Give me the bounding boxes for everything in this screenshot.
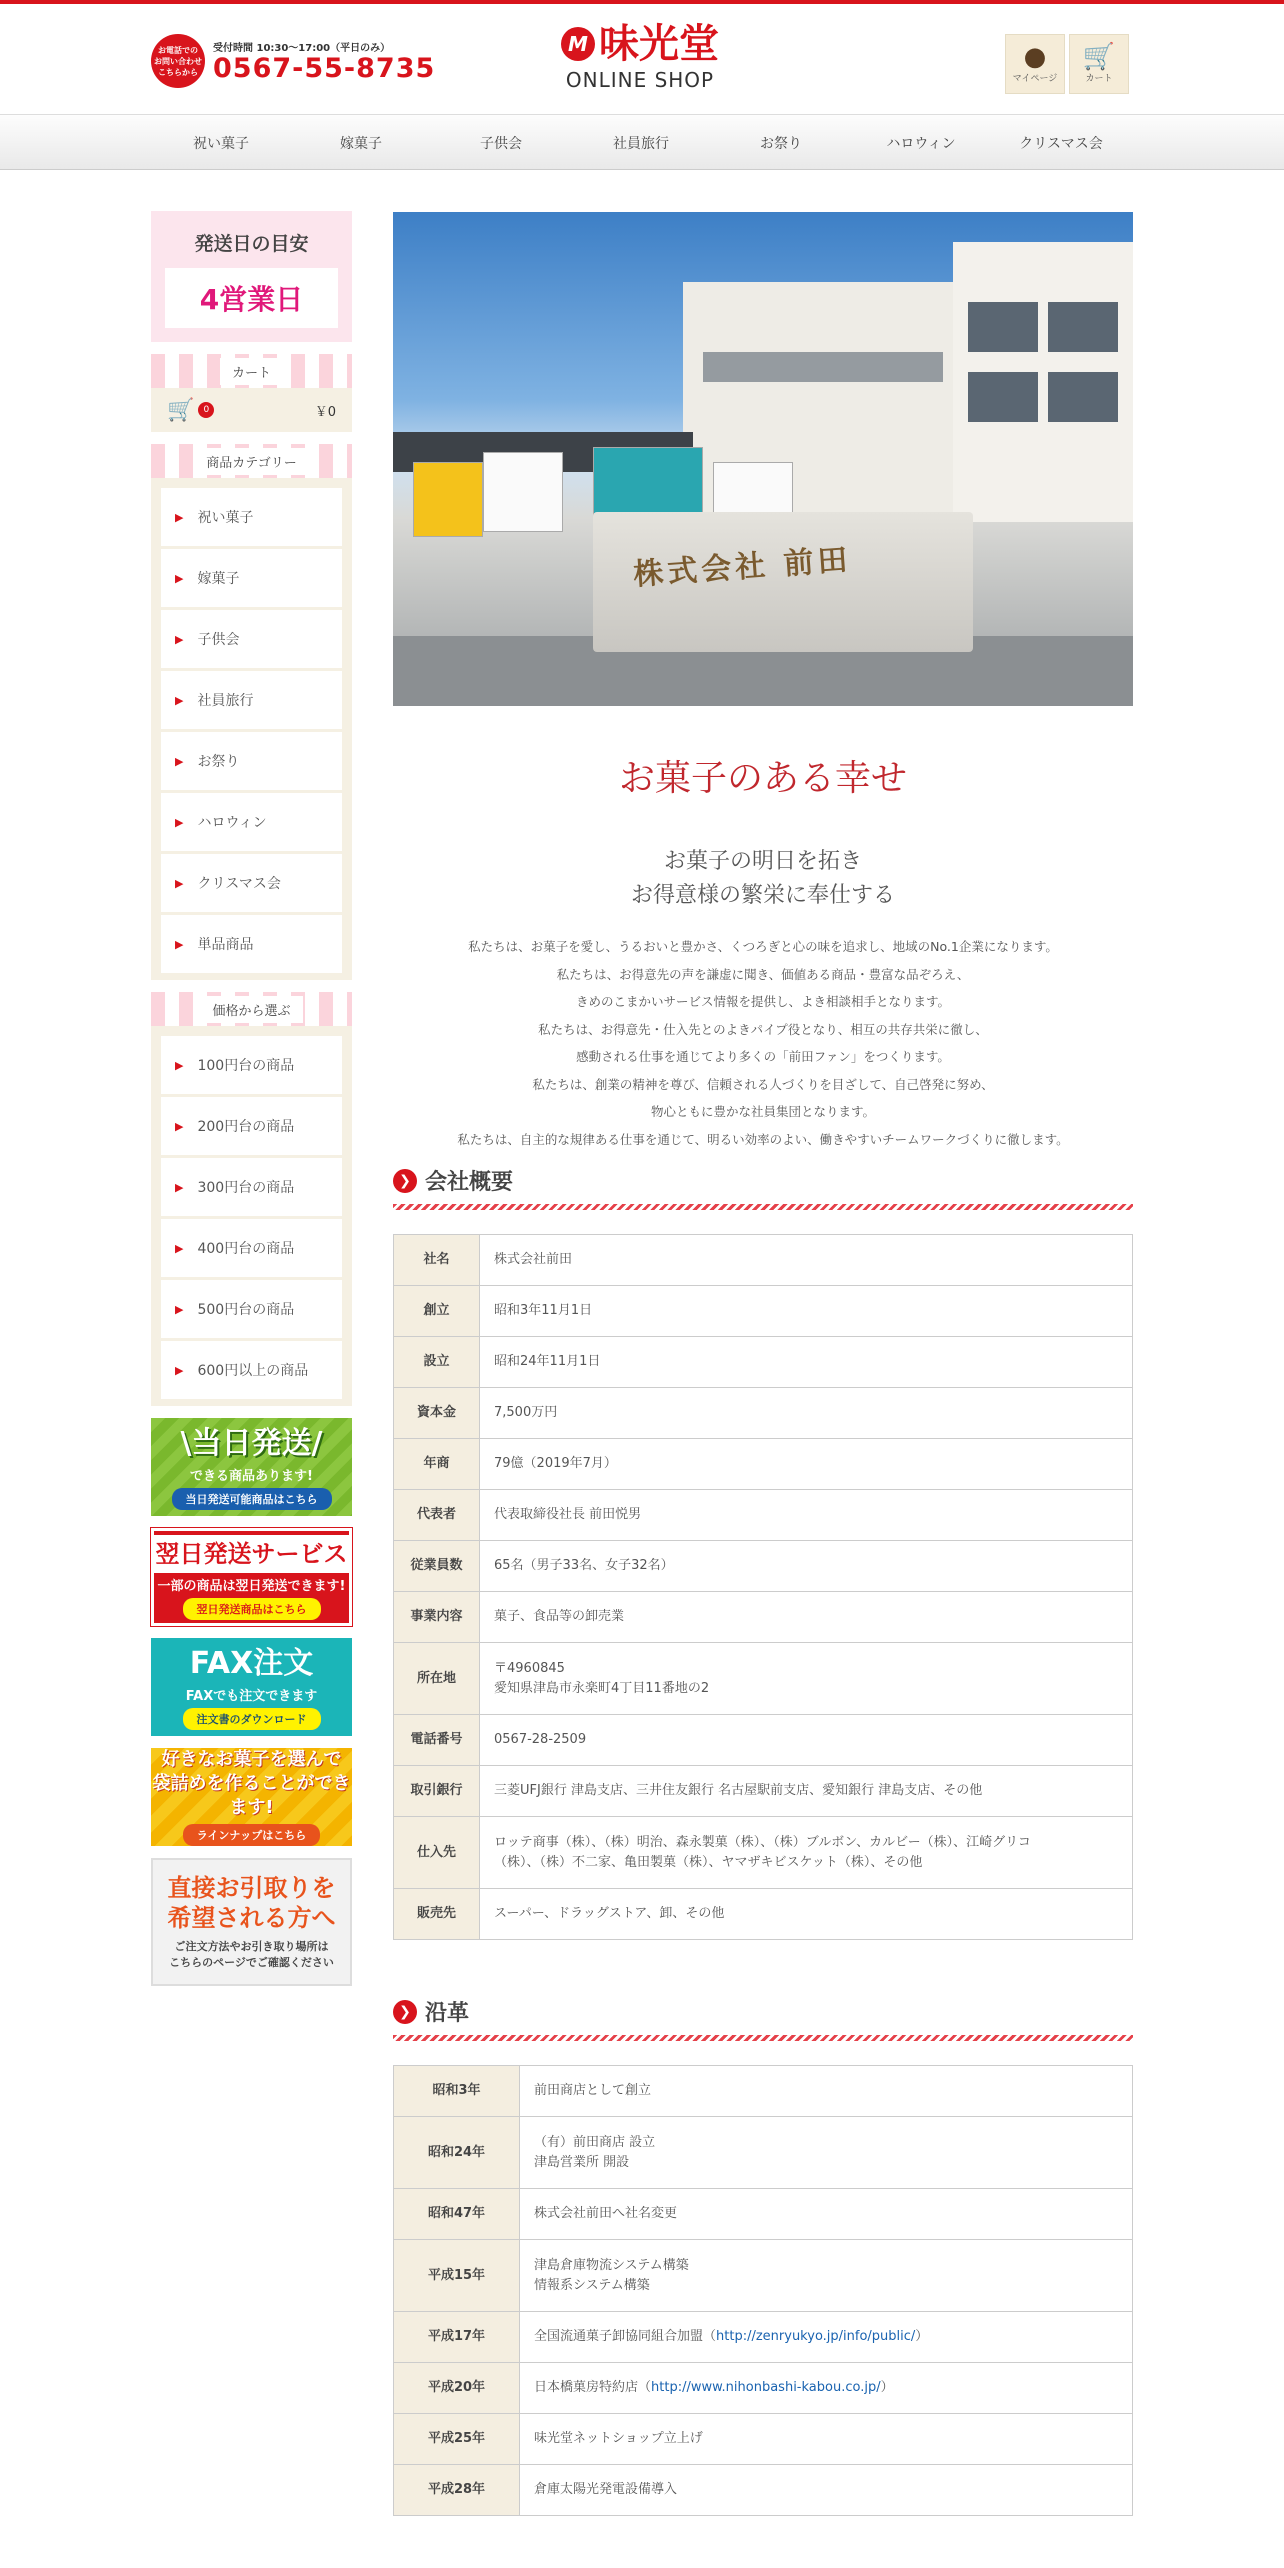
- external-link[interactable]: http://zenryukyo.jp/info/public/: [716, 2329, 916, 2344]
- phone-hours: 受付時間 10:30〜17:00（平日のみ）: [213, 42, 391, 54]
- category-list: [151, 478, 352, 980]
- nav-item[interactable]: ハロウィン: [886, 136, 956, 152]
- triangle-right-icon: ▶: [175, 876, 184, 890]
- sidebar: [151, 211, 352, 1986]
- tagline: お菓子のある幸せ: [618, 758, 907, 799]
- global-nav: [0, 114, 1284, 170]
- row-label: 資本金: [394, 1388, 480, 1439]
- banner-text: できる商品あります!: [190, 1468, 313, 1484]
- category-heading: [151, 444, 352, 478]
- row-value: [520, 2312, 1133, 2363]
- nav-item[interactable]: 祝い菓子: [193, 136, 249, 152]
- logo-mark-icon: M: [561, 27, 595, 61]
- row-value: [480, 1817, 1133, 1889]
- row-value: 79億（2019年7月）: [480, 1439, 1133, 1490]
- row-value-line: 津島営業所 開設: [534, 2154, 630, 2170]
- shipping-estimate: [151, 211, 352, 342]
- price-item[interactable]: [161, 1219, 342, 1277]
- row-value: 代表取締役社長 前田悦男: [480, 1490, 1133, 1541]
- table-row: [394, 1235, 1133, 1286]
- row-value: [520, 2363, 1133, 2414]
- price-item[interactable]: [161, 1341, 342, 1399]
- cart-count-badge: 0: [198, 402, 214, 418]
- table-row: [394, 2414, 1133, 2465]
- price-item[interactable]: [161, 1097, 342, 1155]
- philosophy-line: 物心ともに豊かな社員集団となります。: [650, 1104, 875, 1119]
- site-header: [0, 4, 1284, 114]
- history-section: [393, 1996, 1133, 2516]
- table-row: [394, 1766, 1133, 1817]
- triangle-right-icon: ▶: [175, 1302, 184, 1316]
- triangle-right-icon: ▶: [175, 754, 184, 768]
- philosophy-line: 私たちは、お得意先の声を謙虚に聞き、価値ある商品・豊富な品ぞろえ、: [556, 966, 970, 982]
- row-label: 年商: [394, 1439, 480, 1490]
- banner-link: 注文書のダウンロード: [183, 1708, 321, 1730]
- nav-item[interactable]: 社員旅行: [613, 136, 669, 152]
- triangle-right-icon: ▶: [175, 1058, 184, 1072]
- row-value-line: ロッテ商事（株）、（株）明治、森永製菓（株）、（株）ブルボン、カルビー（株）、江崎グリコ: [494, 1834, 1031, 1850]
- price-item[interactable]: [161, 1036, 342, 1094]
- row-value: [520, 2240, 1133, 2312]
- row-value-line: （株）、（株）不二家、亀田製菓（株）、ヤマザキビスケット（株）、その他: [494, 1854, 923, 1870]
- table-row: [394, 1715, 1133, 1766]
- cart-heading: [151, 354, 352, 388]
- table-row: [394, 2363, 1133, 2414]
- row-label: 平成17年: [394, 2312, 520, 2363]
- category-item[interactable]: [161, 549, 342, 607]
- row-value-line: 情報系システム構築: [534, 2277, 650, 2293]
- chevron-right-icon: ❯: [393, 2000, 417, 2024]
- philosophy-line: 私たちは、お菓子を愛し、うるおいと豊かさ、くつろぎと心の味を追求し、地域のNo.1企業になります。: [468, 939, 1058, 954]
- row-value: 菓子、食品等の卸売業: [480, 1592, 1133, 1643]
- triangle-right-icon: ▶: [175, 1119, 184, 1133]
- row-value: 株式会社前田: [480, 1235, 1133, 1286]
- company-building-photo: [393, 212, 1133, 706]
- banner-text: ご注文方法やお引き取り場所は こちらのページでご確認ください: [169, 1940, 334, 1969]
- table-row: [394, 2240, 1133, 2312]
- table-row: [394, 1541, 1133, 1592]
- price-label: 400円台の商品: [197, 1241, 295, 1257]
- row-value: 三菱UFJ銀行 津島支店、三井住友銀行 名古屋駅前支店、愛知銀行 津島支店、その他: [480, 1766, 1133, 1817]
- row-value-line: 津島倉庫物流システム構築: [534, 2257, 689, 2273]
- mypage-button[interactable]: [1005, 34, 1065, 94]
- row-value: 前田商店として創立: [520, 2066, 1133, 2117]
- row-label: 昭和47年: [394, 2189, 520, 2240]
- category-label: クリスマス会: [197, 876, 281, 892]
- triangle-right-icon: ▶: [175, 1180, 184, 1194]
- next-day-shipping-banner[interactable]: [151, 1528, 352, 1626]
- table-row: [394, 1889, 1133, 1940]
- row-value-line: 〒4960845: [494, 1660, 565, 1676]
- table-row: [394, 2189, 1133, 2240]
- row-label: 社名: [394, 1235, 480, 1286]
- triangle-right-icon: ▶: [175, 1363, 184, 1377]
- price-heading: [151, 992, 352, 1026]
- price-label: 100円台の商品: [197, 1058, 295, 1074]
- row-value: [480, 1643, 1133, 1715]
- price-label: 200円台の商品: [197, 1119, 295, 1135]
- category-item[interactable]: [161, 915, 342, 973]
- philosophy-line: きめのこまかいサービス情報を提供し、よき相談相手となります。: [575, 994, 950, 1009]
- philosophy-line: 私たちは、創業の精神を尊び、信頼される人づくりを目ざして、自己啓発に努め、: [532, 1076, 994, 1092]
- philosophy-line: 私たちは、お得意先・仕入先とのよきパイプ役となり、相互の共存共栄に徹し、: [538, 1021, 988, 1037]
- table-row: [394, 2117, 1133, 2189]
- motto-line: お菓子の明日を拓き: [663, 849, 862, 874]
- triangle-right-icon: ▶: [175, 937, 184, 951]
- row-label: 販売先: [394, 1889, 480, 1940]
- banner-heading: 直接お引取りを 希望される方へ: [167, 1874, 336, 1932]
- row-label: 平成20年: [394, 2363, 520, 2414]
- table-row: [394, 1286, 1133, 1337]
- row-label: 取引銀行: [394, 1766, 480, 1817]
- row-value-text: 日本橋菓房特約店（: [534, 2380, 652, 2395]
- row-value: 7,500万円: [480, 1388, 1133, 1439]
- banner-link: 翌日発送商品はこちら: [183, 1598, 321, 1620]
- nav-item[interactable]: クリスマス会: [1019, 136, 1103, 152]
- price-item[interactable]: [161, 1158, 342, 1216]
- category-label: 単品商品: [197, 937, 254, 953]
- table-row: [394, 1643, 1133, 1715]
- cart-icon: 🛒: [167, 397, 195, 423]
- row-value: 昭和24年11月1日: [480, 1337, 1133, 1388]
- row-value: 昭和3年11月1日: [480, 1286, 1133, 1337]
- banner-heading: 翌日発送サービス: [154, 1535, 349, 1573]
- table-row: [394, 1337, 1133, 1388]
- category-heading-label: 商品カテゴリー: [194, 448, 308, 475]
- table-row: [394, 1490, 1133, 1541]
- table-row: [394, 1592, 1133, 1643]
- row-label: 設立: [394, 1337, 480, 1388]
- category-label: ハロウィン: [197, 815, 267, 831]
- row-label: 平成25年: [394, 2414, 520, 2465]
- row-label: 電話番号: [394, 1715, 480, 1766]
- row-value: [520, 2117, 1133, 2189]
- category-item[interactable]: [161, 488, 342, 546]
- cart-label: カート: [1085, 74, 1113, 84]
- external-link[interactable]: http://www.nihonbashi-kabou.co.jp/: [651, 2380, 881, 2395]
- banner-text: 一部の商品は翌日発送できます!: [157, 1578, 346, 1594]
- philosophy-line: 私たちは、自主的な規律ある仕事を通じて、明るい効率のよい、働きやすいチームワークづくりに徹します。: [457, 1131, 1069, 1147]
- company-philosophy: [393, 933, 1133, 1153]
- mypage-label: マイページ: [1012, 74, 1058, 84]
- row-label: 創立: [394, 1286, 480, 1337]
- triangle-right-icon: ▶: [175, 693, 184, 707]
- company-motto: [393, 845, 1133, 913]
- price-list: [151, 1026, 352, 1406]
- category-item[interactable]: [161, 793, 342, 851]
- phone-contact[interactable]: [151, 34, 435, 88]
- table-row: [394, 1388, 1133, 1439]
- hero-sign-text: 株式会社 前田: [632, 542, 853, 593]
- nav-item[interactable]: 子供会: [480, 136, 522, 152]
- table-row: [394, 1817, 1133, 1889]
- row-label: 平成15年: [394, 2240, 520, 2312]
- row-value-text: ）: [880, 2380, 894, 2395]
- row-value: 味光堂ネットショップ立上げ: [520, 2414, 1133, 2465]
- row-label: 昭和24年: [394, 2117, 520, 2189]
- row-label: 事業内容: [394, 1592, 480, 1643]
- banner-heading: 好きなお菓子を選んで 袋詰めを作ることができます!: [152, 1749, 351, 1818]
- phone-badge: お電話での お問い合わせ こちらから: [151, 34, 205, 88]
- banner-text: FAXでも注文できます: [185, 1688, 318, 1704]
- row-label: 従業員数: [394, 1541, 480, 1592]
- overview-section: [393, 1165, 1133, 1940]
- category-item[interactable]: [161, 671, 342, 729]
- category-label: お祭り: [197, 754, 240, 770]
- main-content: [393, 212, 1133, 2516]
- category-item[interactable]: [161, 732, 342, 790]
- banner-link: 当日発送可能商品はこちら: [172, 1488, 332, 1510]
- logo-name: 味光堂: [599, 20, 719, 67]
- section-divider: [393, 1204, 1133, 1210]
- logo-subtitle: ONLINE SHOP: [565, 68, 715, 92]
- section-title-text: 会社概要: [425, 1170, 514, 1195]
- section-title-text: 沿革: [425, 2001, 470, 2026]
- row-value-line: 愛知県津島市永楽町4丁目11番地の2: [494, 1680, 710, 1696]
- banner-heading: FAX注文: [189, 1645, 314, 1681]
- custom-assortment-banner[interactable]: [151, 1748, 352, 1846]
- row-value: 株式会社前田へ社名変更: [520, 2189, 1133, 2240]
- row-label: 仕入先: [394, 1817, 480, 1889]
- section-title: [393, 1165, 1133, 1196]
- category-label: 子供会: [197, 632, 240, 648]
- cart-button[interactable]: [1069, 34, 1129, 94]
- shipping-title: 発送日の目安: [194, 233, 309, 255]
- philosophy-line: 感動される仕事を通じてより多くの「前田ファン」をつくります。: [576, 1049, 950, 1064]
- table-row: [394, 1439, 1133, 1490]
- section-divider: [393, 2035, 1133, 2041]
- fax-order-banner[interactable]: [151, 1638, 352, 1736]
- overview-table: [393, 1234, 1133, 1940]
- category-label: 祝い菓子: [197, 510, 254, 526]
- shipping-days: 4営業日: [165, 268, 338, 328]
- row-value: 0567-28-2509: [480, 1715, 1133, 1766]
- row-label: 代表者: [394, 1490, 480, 1541]
- table-row: [394, 2465, 1133, 2516]
- site-logo[interactable]: [540, 22, 740, 92]
- category-label: 嫁菓子: [197, 571, 240, 587]
- mini-cart[interactable]: [151, 388, 352, 432]
- cart-heading-label: カート: [220, 358, 283, 385]
- category-item[interactable]: [161, 854, 342, 912]
- nav-item[interactable]: 嫁菓子: [340, 136, 382, 152]
- row-label: 平成28年: [394, 2465, 520, 2516]
- price-label: 500円台の商品: [197, 1302, 295, 1318]
- user-icon: ●: [1023, 42, 1047, 72]
- cart-icon: 🛒: [1082, 42, 1116, 72]
- section-title: [393, 1996, 1133, 2027]
- triangle-right-icon: ▶: [175, 815, 184, 829]
- price-heading-label: 価格から選ぶ: [200, 996, 302, 1023]
- triangle-right-icon: ▶: [175, 510, 184, 524]
- chevron-right-icon: ❯: [393, 1169, 417, 1193]
- price-label: 600円以上の商品: [197, 1363, 309, 1379]
- banner-link: ラインナップはこちら: [183, 1824, 320, 1846]
- pickup-banner[interactable]: [151, 1858, 352, 1986]
- row-value-text: ）: [915, 2329, 929, 2344]
- category-label: 社員旅行: [197, 693, 254, 709]
- phone-number[interactable]: 0567-55-8735: [213, 52, 436, 84]
- table-row: [394, 2066, 1133, 2117]
- motto-line: お得意様の繁栄に奉仕する: [630, 883, 895, 908]
- same-day-shipping-banner[interactable]: [151, 1418, 352, 1516]
- row-value: スーパー、ドラッグストア、卸、その他: [480, 1889, 1133, 1940]
- row-value: 倉庫太陽光発電設備導入: [520, 2465, 1133, 2516]
- category-item[interactable]: [161, 610, 342, 668]
- price-label: 300円台の商品: [197, 1180, 295, 1196]
- nav-item[interactable]: お祭り: [760, 136, 802, 152]
- row-label: 昭和3年: [394, 2066, 520, 2117]
- triangle-right-icon: ▶: [175, 632, 184, 646]
- row-value: 65名（男子33名、女子32名）: [480, 1541, 1133, 1592]
- row-value-text: 全国流通菓子卸協同組合加盟（: [534, 2329, 717, 2344]
- banner-heading: \当日発送/: [180, 1425, 323, 1461]
- triangle-right-icon: ▶: [175, 571, 184, 585]
- price-item[interactable]: [161, 1280, 342, 1338]
- history-table: [393, 2065, 1133, 2516]
- row-label: 所在地: [394, 1643, 480, 1715]
- triangle-right-icon: ▶: [175, 1241, 184, 1255]
- cart-total: ￥0: [314, 404, 336, 420]
- table-row: [394, 2312, 1133, 2363]
- row-value-line: （有）前田商店 設立: [534, 2134, 656, 2150]
